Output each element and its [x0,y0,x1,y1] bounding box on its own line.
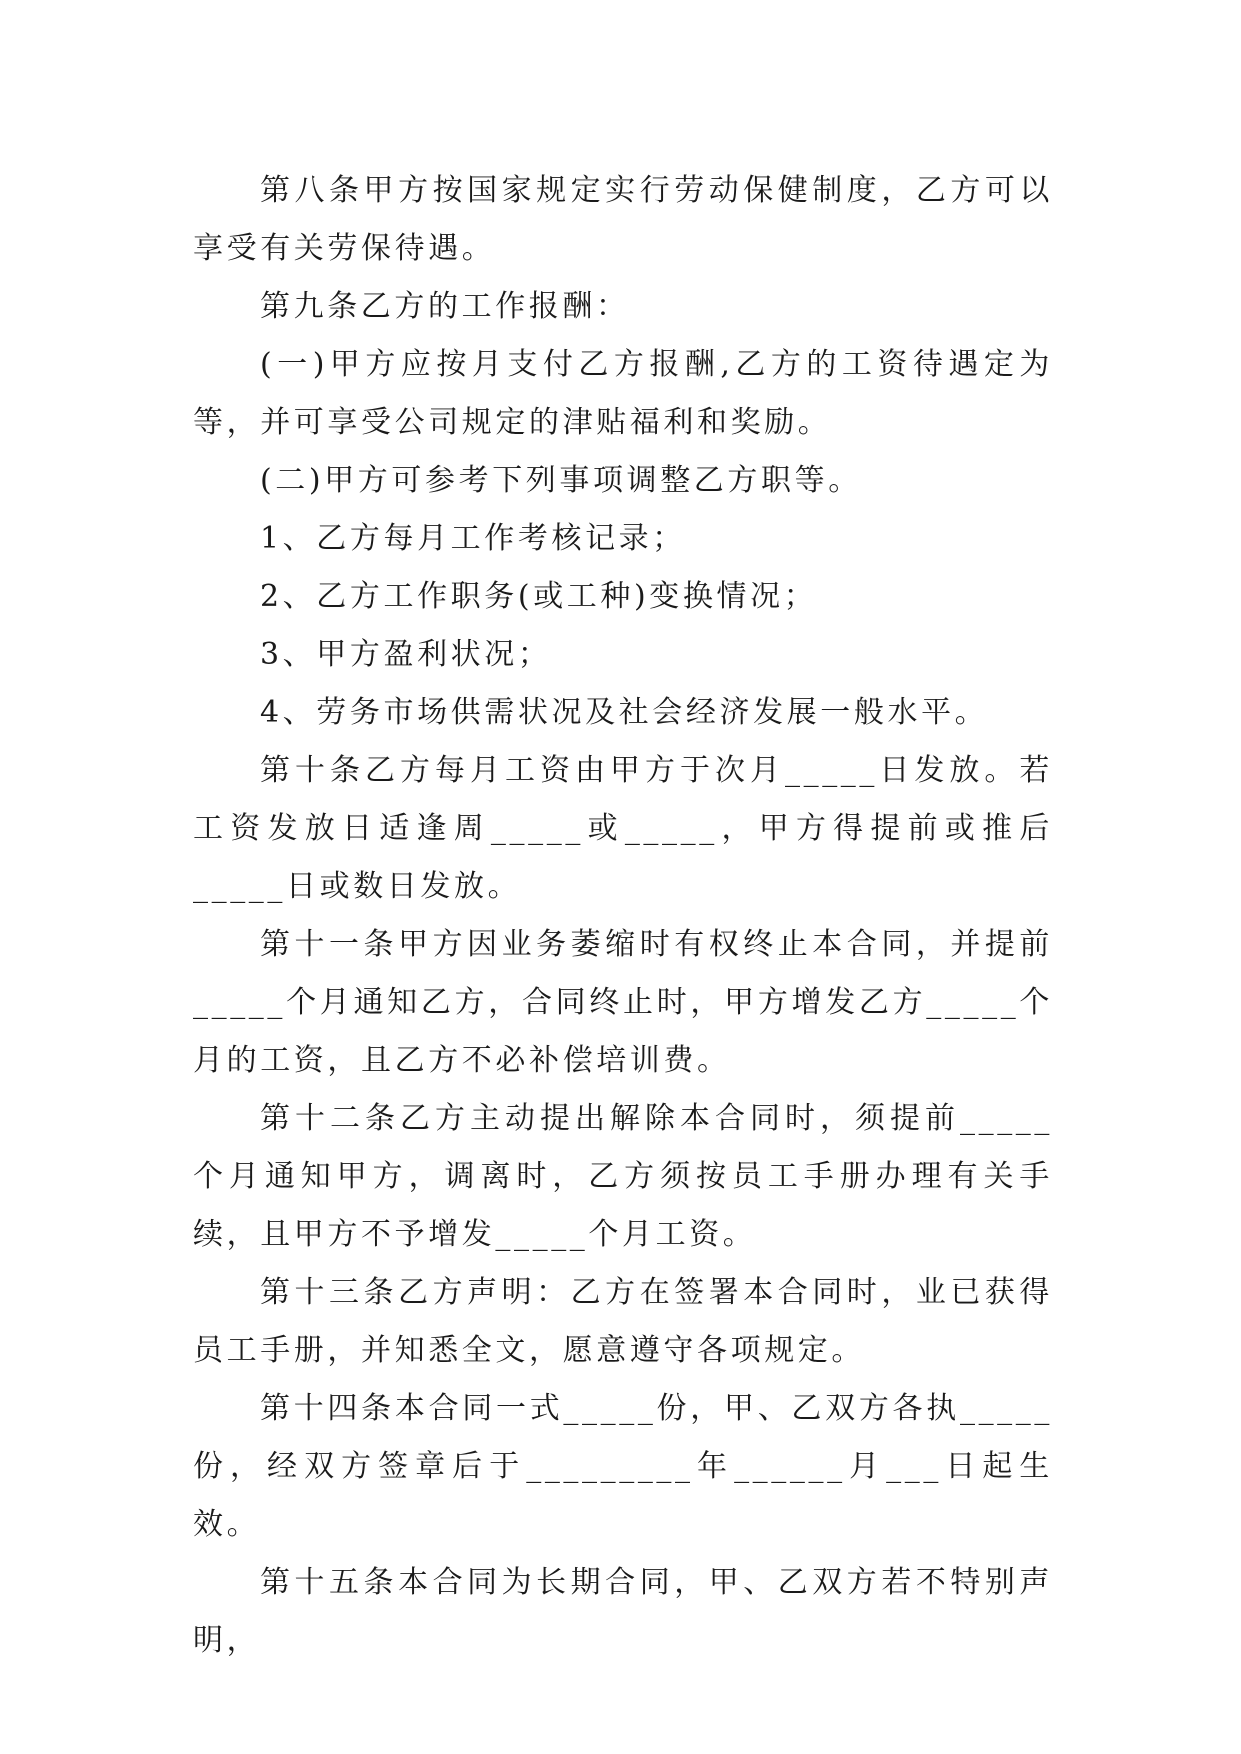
list-item-3: 3、甲方盈利状况； [260,637,552,672]
paragraph-article-9-item-1: (一)甲方应按月支付乙方报酬,乙方的工资待遇定为等，并可享受公司规定的津贴福利和奖励。 [193,347,1053,440]
paragraph-article-12: 第十二条乙方主动提出解除本合同时，须提前_____个月通知甲方，调离时，乙方须按员工手册办理有关手续，且甲方不予增发_____个月工资。 [193,1101,1053,1252]
paragraph-article-15: 第十五条本合同为长期合同，甲、乙双方若不特别声明， [193,1565,1053,1658]
list-item-4: 4、劳务市场供需状况及社会经济发展一般水平。 [260,695,989,730]
contract-body [193,162,1053,1670]
paragraph-article-14: 第十四条本合同一式_____份，甲、乙双方各执_____份，经双方签章后于_________年______月___日起生效。 [193,1391,1053,1542]
paragraph-article-9: 第九条乙方的工作报酬： [260,289,630,324]
list-item-2: 2、乙方工作职务(或工种)变换情况； [260,579,818,614]
paragraph-article-9-item-2: (二)甲方可参考下列事项调整乙方职等。 [260,463,862,498]
paragraph-article-10: 第十条乙方每月工资由甲方于次月_____日发放。若工资发放日适逢周_____或_____，甲方得提前或推后_____日或数日发放。 [193,753,1053,904]
paragraph-article-11: 第十一条甲方因业务萎缩时有权终止本合同，并提前_____个月通知乙方，合同终止时，甲方增发乙方_____个月的工资，且乙方不必补偿培训费。 [193,927,1053,1078]
paragraph-article-13: 第十三条乙方声明：乙方在签署本合同时，业已获得员工手册，并知悉全文，愿意遵守各项规定。 [193,1275,1053,1368]
paragraph-article-8: 第八条甲方按国家规定实行劳动保健制度，乙方可以享受有关劳保待遇。 [193,173,1053,266]
list-item-1: 1、乙方每月工作考核记录； [260,521,686,556]
